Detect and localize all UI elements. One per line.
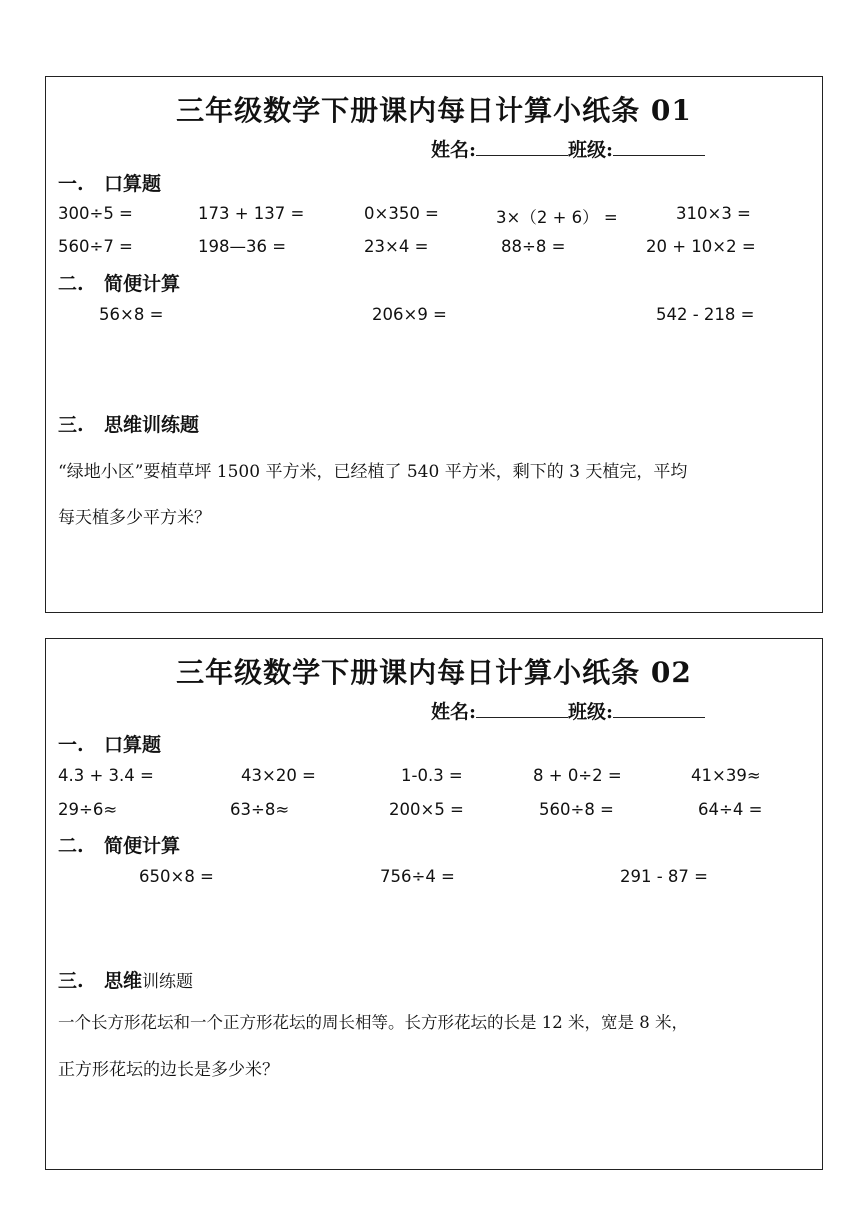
simple-item: 542 - 218 = — [656, 305, 755, 324]
section-label: 简便计算 — [104, 273, 181, 295]
oral-item: 300÷5 = — [58, 204, 133, 223]
section-number: 一. — [58, 734, 84, 756]
class-blank[interactable] — [613, 139, 705, 156]
problem-line: 每天植多少平方米？ — [58, 508, 211, 528]
oral-item: 63÷8≈ — [230, 800, 290, 819]
section-number: 三. — [58, 414, 84, 436]
class-label: 班级: — [568, 139, 614, 161]
name-label: 姓名: — [431, 701, 477, 723]
oral-item: 64÷4 = — [698, 800, 763, 819]
section-label: 口算题 — [104, 734, 162, 756]
name-class-row — [431, 697, 705, 724]
oral-item: 198—36 = — [198, 237, 287, 256]
name-blank[interactable] — [476, 139, 568, 156]
worksheet-slip-02 — [45, 638, 823, 1170]
oral-item: 88÷8 = — [501, 237, 566, 256]
class-blank[interactable] — [613, 701, 705, 718]
name-blank[interactable] — [476, 701, 568, 718]
simple-item: 206×9 = — [372, 305, 447, 324]
section-label: 简便计算 — [104, 835, 181, 857]
class-label: 班级: — [568, 701, 614, 723]
oral-item: 43×20 = — [241, 766, 316, 785]
slip-title: 三年级数学下册课内每日计算小纸条 02 — [176, 656, 692, 689]
simple-item: 291 - 87 = — [620, 867, 709, 886]
oral-item: 3×（2 + 6） = — [496, 208, 618, 227]
oral-item: 29÷6≈ — [58, 800, 118, 819]
section-label: 思维训练题 — [104, 414, 200, 436]
oral-item: 0×350 = — [364, 204, 439, 223]
oral-item: 173 + 137 = — [198, 204, 305, 223]
section-thinking-heading — [58, 966, 193, 993]
oral-item: 560÷7 = — [58, 237, 133, 256]
section-label: 口算题 — [104, 173, 162, 195]
section-simple-heading — [58, 269, 180, 296]
worksheet-slip-01 — [45, 76, 823, 613]
section-oral-heading — [58, 169, 161, 196]
problem-line: 一个长方形花坛和一个正方形花坛的周长相等。长方形花坛的长是 12 米，宽是 8 米， — [58, 1013, 688, 1032]
oral-item: 20 + 10×2 = — [646, 237, 756, 256]
section-label-thin: 训练题 — [142, 972, 194, 992]
simple-item: 56×8 = — [99, 305, 164, 324]
section-number: 二. — [58, 273, 84, 295]
section-thinking-heading — [58, 410, 199, 437]
oral-item: 8 + 0÷2 = — [533, 766, 622, 785]
slip-title: 三年级数学下册课内每日计算小纸条 01 — [176, 94, 692, 127]
problem-line: 正方形花坛的边长是多少米？ — [58, 1060, 279, 1080]
oral-item: 4.3 + 3.4 = — [58, 766, 154, 785]
section-label: 思维 — [104, 970, 143, 992]
simple-item: 650×8 = — [139, 867, 214, 886]
section-number: 一. — [58, 173, 84, 195]
oral-item: 23×4 = — [364, 237, 429, 256]
simple-item: 756÷4 = — [380, 867, 455, 886]
oral-item: 41×39≈ — [691, 766, 761, 785]
oral-item: 200×5 = — [389, 800, 464, 819]
name-label: 姓名: — [431, 139, 477, 161]
section-number: 三. — [58, 970, 84, 992]
problem-line: “绿地小区”要植草坪 1500 平方米，已经植了 540 平方米，剩下的 3 天植完，平均 — [58, 462, 688, 482]
name-class-row — [431, 135, 705, 162]
section-number: 二. — [58, 835, 84, 857]
section-simple-heading — [58, 831, 180, 858]
oral-item: 310×3 = — [676, 204, 751, 223]
section-oral-heading — [58, 730, 161, 757]
oral-item: 560÷8 = — [539, 800, 614, 819]
oral-item: 1-0.3 = — [401, 766, 463, 785]
